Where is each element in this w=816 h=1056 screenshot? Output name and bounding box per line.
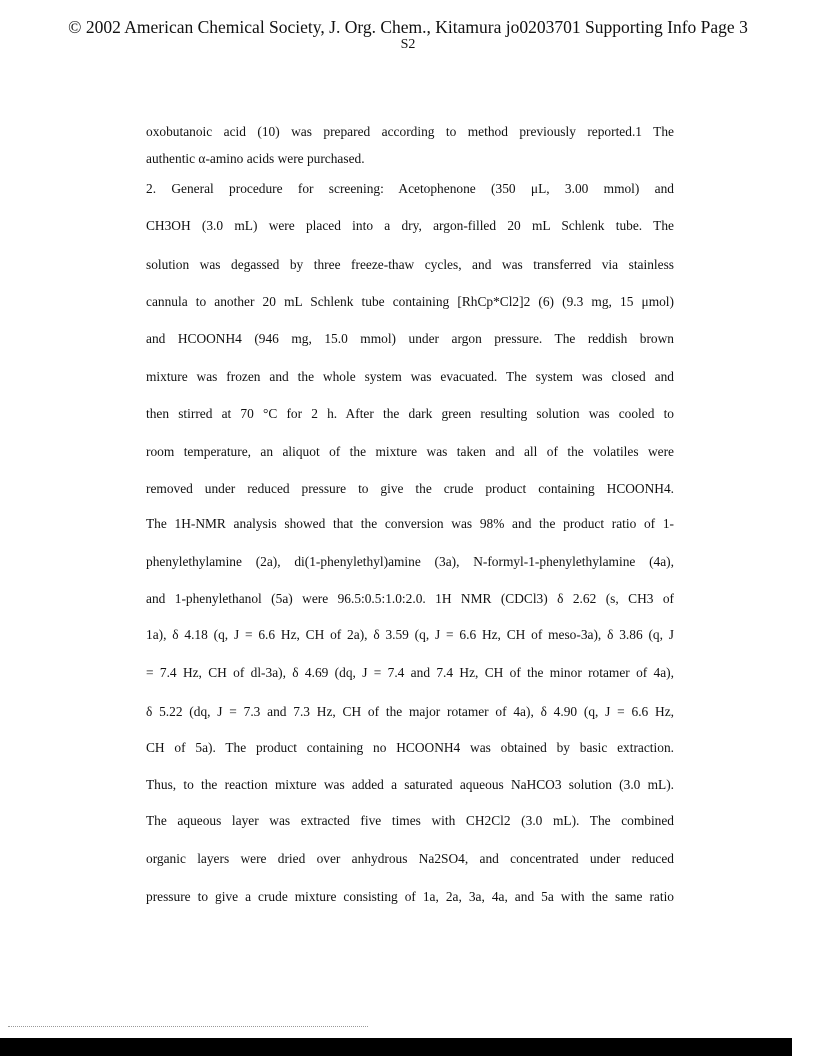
text-line: CH of 5a). The product containing no HCOONH4 was obtained by basic extraction. (146, 740, 674, 755)
text-line: oxobutanoic acid (10) was prepared according to method previously reported.1 The (146, 124, 674, 139)
text-line: phenylethylamine (2a), di(1-phenylethyl)amine (3a), N-formyl-1-phenylethylamine (4a), (146, 554, 674, 569)
text-line: authentic α-amino acids were purchased. (146, 151, 365, 166)
text-line: removed under reduced pressure to give the crude product containing HCOONH4. (146, 481, 674, 496)
text-line: The 1H-NMR analysis showed that the conversion was 98% and the product ratio of 1- (146, 516, 674, 531)
scan-artifact-line (8, 1026, 368, 1027)
text-line: mixture was frozen and the whole system was evacuated. The system was closed and (146, 369, 674, 384)
text-line: then stirred at 70 °C for 2 h. After the dark green resulting solution was cooled to (146, 406, 674, 421)
text-line: cannula to another 20 mL Schlenk tube containing [RhCp*Cl2]2 (6) (9.3 mg, 15 μmol) (146, 294, 674, 309)
text-line: and 1-phenylethanol (5a) were 96.5:0.5:1.0:2.0. 1H NMR (CDCl3) δ 2.62 (s, CH3 of (146, 591, 674, 606)
text-line: pressure to give a crude mixture consisting of 1a, 2a, 3a, 4a, and 5a with the same ratio (146, 889, 674, 904)
text-line: room temperature, an aliquot of the mixture was taken and all of the volatiles were (146, 444, 674, 459)
text-line: organic layers were dried over anhydrous Na2SO4, and concentrated under reduced (146, 851, 674, 866)
page-number-label: S2 (400, 37, 416, 52)
text-line: δ 5.22 (dq, J = 7.3 and 7.3 Hz, CH of the major rotamer of 4a), δ 4.90 (q, J = 6.6 Hz, (146, 704, 674, 719)
scan-border-bar (0, 1038, 792, 1056)
text-line: 2. General procedure for screening: Acetophenone (350 μL, 3.00 mmol) and (146, 181, 674, 196)
text-line: Thus, to the reaction mixture was added a saturated aqueous NaHCO3 solution (3.0 mL). (146, 777, 674, 792)
text-line: The aqueous layer was extracted five times with CH2Cl2 (3.0 mL). The combined (146, 813, 674, 828)
text-line: CH3OH (3.0 mL) were placed into a dry, argon-filled 20 mL Schlenk tube. The (146, 218, 674, 233)
text-line: and HCOONH4 (946 mg, 15.0 mmol) under argon pressure. The reddish brown (146, 331, 674, 346)
page-header: © 2002 American Chemical Society, J. Org. Chem., Kitamura jo0203701 Supporting Info Page 3 (68, 17, 748, 37)
text-line: 1a), δ 4.18 (q, J = 6.6 Hz, CH of 2a), δ 3.59 (q, J = 6.6 Hz, CH of meso-3a), δ 3.86 (q, J (146, 627, 674, 642)
text-line: = 7.4 Hz, CH of dl-3a), δ 4.69 (dq, J = 7.4 and 7.4 Hz, CH of the minor rotamer of 4a), (146, 665, 674, 680)
text-line: solution was degassed by three freeze-thaw cycles, and was transferred via stainless (146, 257, 674, 272)
